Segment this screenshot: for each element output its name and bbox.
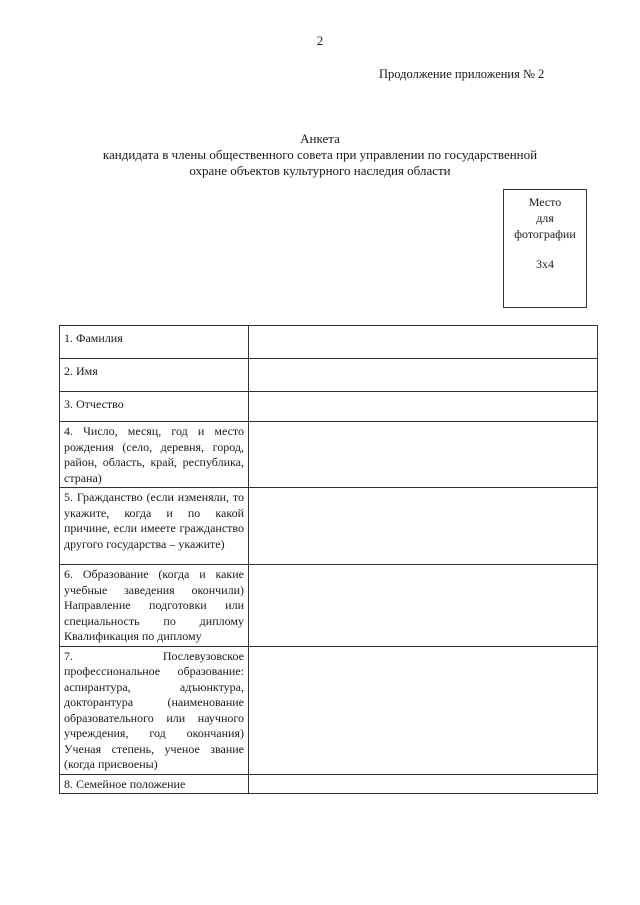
row-label: 5. Гражданство (если изменяли, то укажите, когда и по какой причине, если имеете гражданство другого государства – укажите) xyxy=(60,488,249,565)
row-label: 6. Образование (когда и какие учебные заведения окончили) Направление подготовки или специальность по диплому Квалификация по диплому xyxy=(60,565,249,647)
form-row-citizenship xyxy=(60,488,598,565)
photo-label-line-2: для xyxy=(536,211,554,225)
row-label: 3. Отчество xyxy=(60,392,249,422)
form-row-surname xyxy=(60,326,598,359)
education-field[interactable] xyxy=(249,565,598,647)
postgraduate-field[interactable] xyxy=(249,646,598,774)
title-line-1: Анкета xyxy=(300,131,340,146)
form-row-birth xyxy=(60,422,598,488)
row-label: 8. Семейное положение xyxy=(60,774,249,794)
photo-size-label: 3x4 xyxy=(536,257,554,271)
form-row-name xyxy=(60,359,598,392)
form-row-patronymic xyxy=(60,392,598,422)
birth-field[interactable] xyxy=(249,422,598,488)
document-title xyxy=(60,131,580,179)
photo-placeholder-box xyxy=(503,189,587,308)
page-number: 2 xyxy=(316,33,324,48)
name-field[interactable] xyxy=(249,359,598,392)
photo-label-line-3: фотографии xyxy=(514,227,576,241)
questionnaire-table xyxy=(59,325,598,794)
row-label: 1. Фамилия xyxy=(60,326,249,359)
row-label: 7. Послевузовское профессиональное образование: аспирантура, адъюнктура, докторантура (наименование образовательного или научного учреждения, год окончания) Ученая степень, ученое звание (когда присвоены) xyxy=(60,646,249,774)
form-row-marital-status xyxy=(60,774,598,794)
row-label: 4. Число, месяц, год и место рождения (село, деревня, город, район, область, край, республика, страна) xyxy=(60,422,249,488)
appendix-label: Продолжение приложения № 2 xyxy=(379,67,545,81)
citizenship-field[interactable] xyxy=(249,488,598,565)
title-line-2: кандидата в члены общественного совета при управлении по государственной xyxy=(102,147,538,162)
photo-label-line-1: Место xyxy=(528,195,562,209)
surname-field[interactable] xyxy=(249,326,598,359)
title-line-3: охране объектов культурного наследия области xyxy=(189,163,451,178)
marital-status-field[interactable] xyxy=(249,774,598,794)
row-label: 2. Имя xyxy=(60,359,249,392)
patronymic-field[interactable] xyxy=(249,392,598,422)
form-row-education xyxy=(60,565,598,647)
form-row-postgraduate xyxy=(60,646,598,774)
